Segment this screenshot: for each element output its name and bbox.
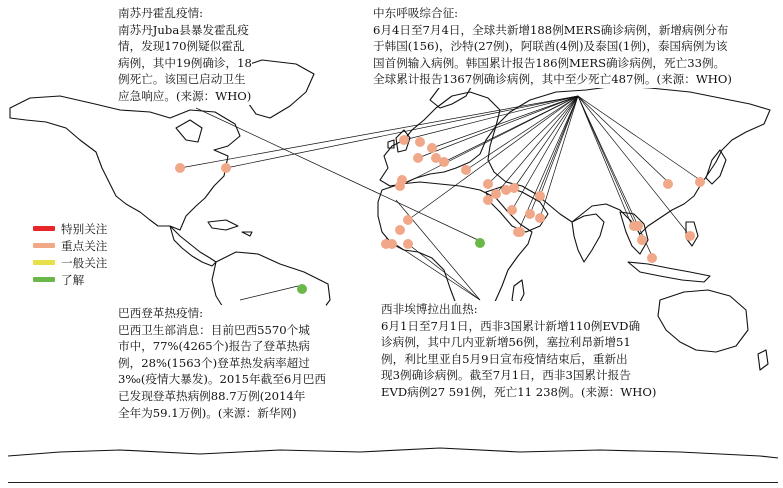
- mers-pointer-thailand: [578, 96, 632, 226]
- outbreak-marker: [509, 183, 519, 193]
- ebola-pointer-3: [396, 200, 480, 300]
- outbreak-marker: [685, 231, 695, 241]
- ebola-line: 例，利比里亚自5月9日宣布疫情结束后，重新出: [381, 351, 628, 366]
- outbreak-marker: [475, 238, 485, 248]
- ebola-pointer-2: [408, 244, 480, 300]
- outbreak-marker: [515, 227, 525, 237]
- mers-pointer-korea: [578, 96, 668, 182]
- japan-outline: [706, 150, 726, 184]
- outbreak-marker: [663, 179, 673, 189]
- outbreak-marker: [633, 221, 643, 231]
- legend-swatch: [33, 243, 55, 248]
- mers-pointer-algeria: [400, 96, 578, 186]
- caribbean-outline: [208, 220, 252, 236]
- mers-pointer-oman: [540, 96, 578, 196]
- ebola-title: 西非埃博拉出血热:: [381, 302, 478, 316]
- brazil-dengue-note: [118, 305, 326, 421]
- hudson-bay-outline: [176, 120, 202, 142]
- mers-line: 6月4日至7月4日，全球共新增188例MERS确诊病例，新增病例分布: [373, 22, 729, 37]
- sudan-pointer: [196, 108, 478, 240]
- outbreak-marker: [491, 189, 501, 199]
- legend-label: 了解: [61, 272, 85, 287]
- ebola-note: [381, 301, 656, 401]
- brazil-dengue-line: 3‰(疫情大暴发)。2015年截至6月巴西: [118, 372, 326, 387]
- antarctica-outline: [8, 448, 778, 458]
- outbreak-marker: [461, 165, 471, 175]
- legend-swatch: [33, 226, 55, 231]
- map-legend: [33, 220, 107, 288]
- outbreak-marker: [507, 205, 517, 215]
- legend-item-aware: [33, 271, 107, 288]
- mers-pointer-usa-east: [226, 96, 578, 168]
- outbreak-marker: [637, 235, 647, 245]
- mers-line: 国首例输入病例。韩国累计报告186例MERS确诊病例，死亡33例。: [373, 55, 726, 70]
- outbreak-marker: [483, 179, 493, 189]
- brazil-dengue-line: 巴西卫生部消息：目前巴西5570个城: [118, 322, 310, 337]
- legend-label: 特别关注: [61, 221, 108, 236]
- outbreak-marker: [647, 253, 657, 263]
- outbreak-marker: [427, 143, 437, 153]
- legend-swatch: [33, 260, 55, 265]
- sudan-cholera-line: 例死亡。该国已启动卫生: [118, 72, 246, 87]
- mers-line: 全球累计报告1367例确诊病例，其中至少死亡487例。(来源：WHO): [373, 72, 732, 87]
- mers-title: 中东呼吸综合征:: [373, 6, 459, 20]
- outbreak-marker: [413, 153, 423, 163]
- new-zealand-outline: [758, 350, 768, 370]
- mers-pointer-usa-west: [180, 96, 578, 168]
- mers-pointer-vietnam: [578, 96, 642, 240]
- legend-item-general: [33, 254, 107, 271]
- indochina-outline: [620, 212, 648, 254]
- outbreak-marker: [535, 191, 545, 201]
- outbreak-marker: [397, 175, 407, 185]
- mers-pointer-philippines: [578, 96, 690, 236]
- sudan-cholera-line: 病例，其中19例确诊，18: [118, 55, 252, 70]
- outbreak-marker: [395, 225, 405, 235]
- outbreak-marker: [297, 284, 307, 294]
- outbreak-marker: [399, 135, 409, 145]
- legend-label: 重点关注: [61, 238, 108, 253]
- ebola-line: 6月1日至7月1日，西非3国累计新增110例EVD确: [381, 318, 641, 333]
- europe-outline: [380, 92, 500, 186]
- outbreak-marker: [387, 239, 397, 249]
- north-america-outline: [10, 96, 240, 230]
- legend-item-special: [33, 220, 107, 237]
- outbreak-marker: [439, 157, 449, 167]
- mers-pointer-saudi: [512, 96, 578, 210]
- sudan-cholera-line: 情，发现170例疑似霍乱: [118, 39, 245, 54]
- ebola-line: 诊病例，其中几内亚新增56例，塞拉利昂新增51: [381, 335, 631, 350]
- outbreak-marker: [415, 137, 425, 147]
- outbreak-marker: [483, 195, 493, 205]
- ebola-line: 现3例确诊病例。截至7月1日，西非3国累计报告: [381, 368, 631, 383]
- brazil-dengue-line: 已发现登革热病例88.7万例(2014年: [118, 388, 306, 403]
- outbreak-marker: [175, 163, 185, 173]
- outbreak-marker: [403, 215, 413, 225]
- outbreak-marker: [695, 177, 705, 187]
- sudan-cholera-line: 应急响应。(来源：WHO): [118, 88, 252, 103]
- india-outline: [572, 214, 604, 262]
- outbreak-marker: [535, 213, 545, 223]
- outbreak-marker: [525, 209, 535, 219]
- brazil-dengue-line: 全年为59.1万例)。(来源：新华网): [118, 405, 297, 420]
- sudan-cholera-title: 南苏丹霍乱疫情:: [118, 6, 204, 20]
- bottom-rule: [8, 482, 778, 483]
- sudan-cholera-line: 南苏丹Juba县暴发霍乱疫: [118, 22, 249, 37]
- ebola-pointer-1: [386, 238, 480, 300]
- australia-outline: [658, 290, 748, 352]
- legend-label: 一般关注: [61, 255, 108, 270]
- ebola-line: EVD病例27 591例，死亡11 238例。(来源：WHO): [381, 384, 657, 399]
- mers-line: 于韩国(156)，沙特(27例)，阿联酋(4例)及泰国(1例)，泰国病例为该: [373, 39, 728, 54]
- central-america-outline: [170, 226, 216, 266]
- legend-item-key: [33, 237, 107, 254]
- mers-pointer-malaysia: [578, 96, 652, 256]
- legend-swatch: [33, 277, 55, 282]
- sudan-cholera-note: [118, 5, 252, 105]
- brazil-dengue-line: 市中，77%(4265个)报告了登革热病: [118, 339, 310, 354]
- indonesia-outline: [628, 262, 710, 282]
- brazil-pointer: [240, 286, 298, 300]
- outbreak-marker: [403, 239, 413, 249]
- brazil-dengue-line: 例，28%(1563个)登革热发病率超过: [118, 355, 310, 370]
- outbreak-marker: [221, 163, 231, 173]
- mers-note: [373, 5, 732, 88]
- brazil-dengue-title: 巴西登革热疫情:: [118, 306, 204, 320]
